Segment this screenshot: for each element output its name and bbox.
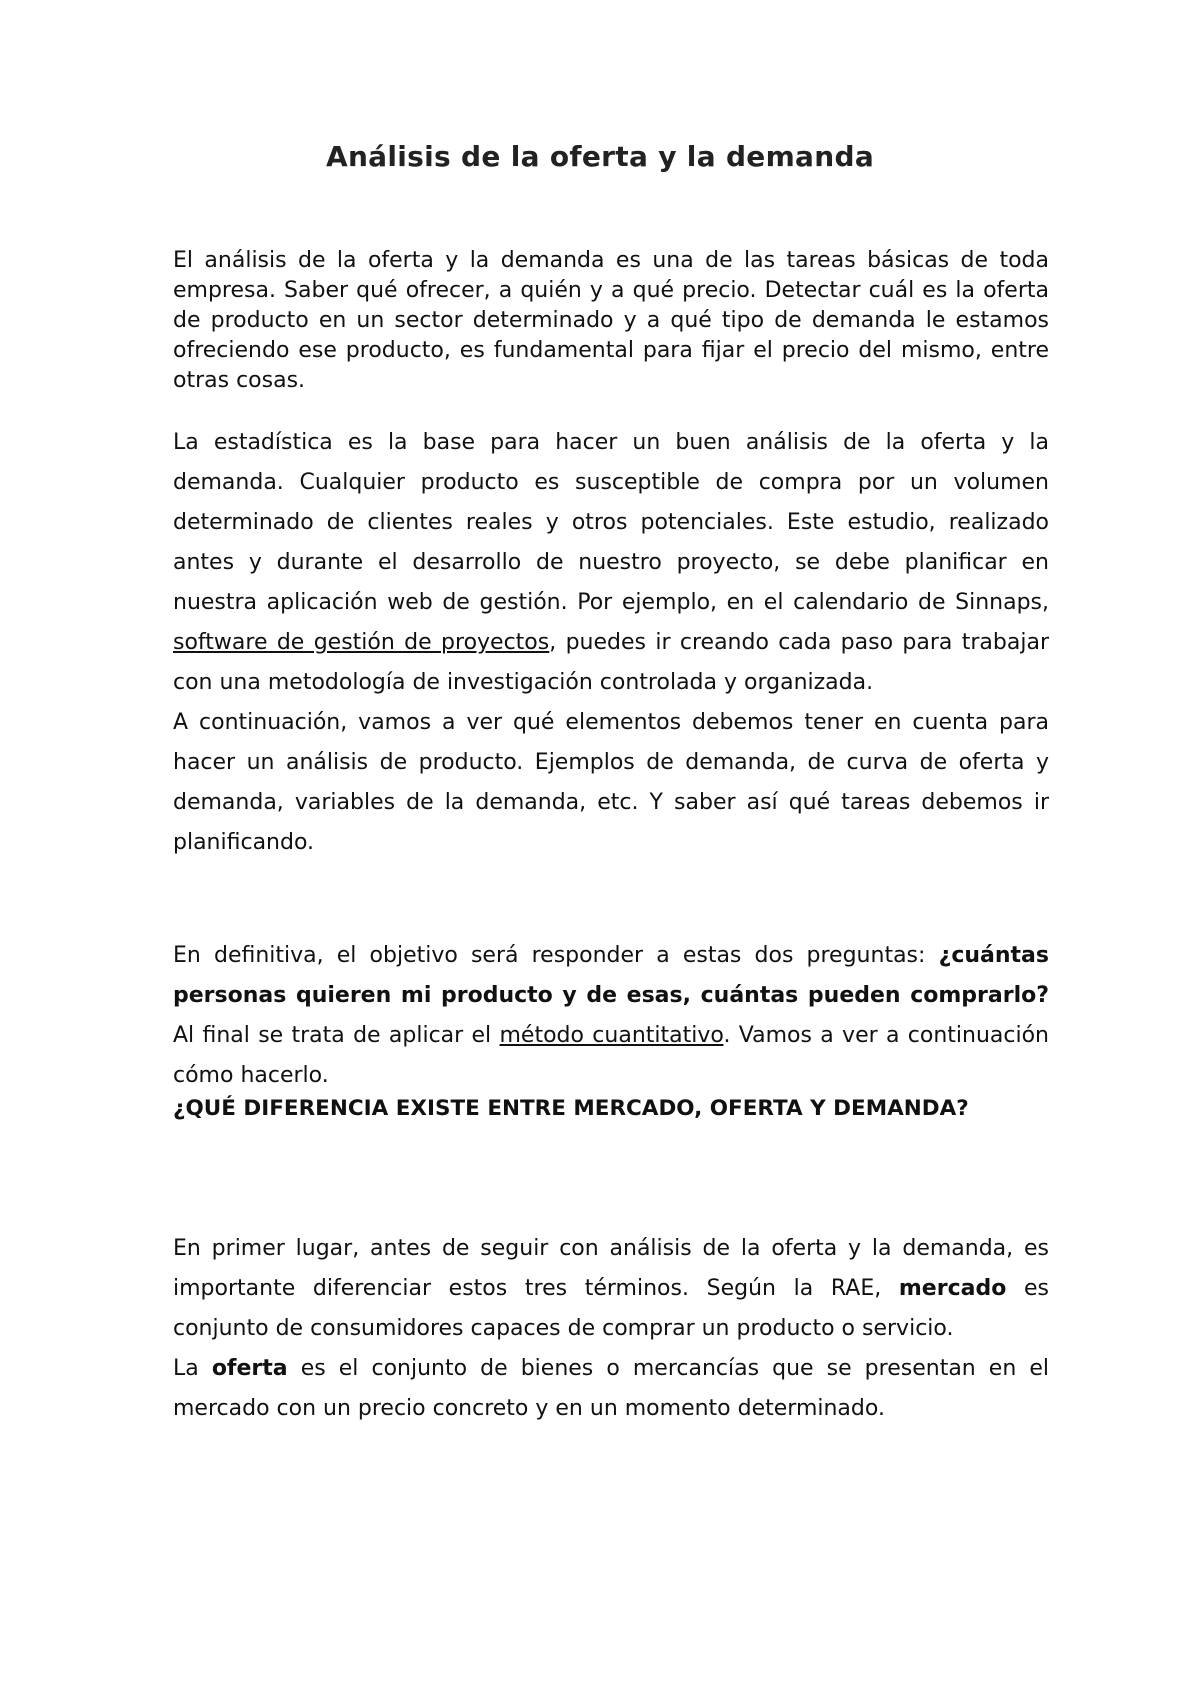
paragraph-statistics-text-end: , puedes ir creando cada paso para trabajar con una metodología de investigación controlada y organizada. bbox=[173, 630, 1049, 695]
paragraph-objective-text: En definitiva, el objetivo será responder a estas dos preguntas: bbox=[173, 943, 939, 968]
paragraph-block-statistics bbox=[173, 423, 1049, 863]
paragraph-statistics bbox=[173, 423, 1049, 703]
paragraph-objective-end: . Vamos a ver a continuación cómo hacerlo. bbox=[173, 1023, 1049, 1088]
term-market: mercado bbox=[898, 1276, 1007, 1301]
paragraph-statistics-text: La estadística es la base para hacer un buen análisis de la oferta y la demanda. Cualquier producto es susceptible de compra por un volumen determinado de clientes reales y otros potenciales. Este estudio, realizado antes y durante el desarrollo de nuestro proyecto, se debe planificar en nuestra aplicación web de gestión. Por ejemplo, en el calendario de Sinnaps, bbox=[173, 430, 1049, 615]
paragraph-intro bbox=[173, 246, 1049, 396]
section-heading: ¿QUÉ DIFERENCIA EXISTE ENTRE MERCADO, OFERTA Y DEMANDA? bbox=[173, 1096, 969, 1121]
paragraph-supply-definition bbox=[173, 1349, 1049, 1429]
paragraph-objective bbox=[173, 936, 1049, 1096]
paragraph-objective-middle: Al final se trata de aplicar el bbox=[173, 1023, 500, 1048]
paragraph-market-text: En primer lugar, antes de seguir con análisis de la oferta y la demanda, es importante diferenciar estos tres términos. Según la RAE, bbox=[173, 1236, 1049, 1301]
term-supply: oferta bbox=[211, 1356, 288, 1381]
paragraph-market-text-end: es conjunto de consumidores capaces de comprar un producto o servicio. bbox=[173, 1276, 1049, 1341]
paragraph-intro-text: El análisis de la oferta y la demanda es una de las tareas básicas de toda empresa. Saber qué ofrecer, a quién y a qué precio. Detectar cuál es la oferta de producto en un sector determinado y a qué tipo de demanda le estamos ofreciendo ese producto, es fundamental para fijar el precio del mismo, entre otras cosas. bbox=[173, 248, 1049, 393]
paragraph-supply-text: La bbox=[173, 1356, 212, 1381]
project-management-software-link[interactable]: software de gestión de proyectos bbox=[173, 630, 550, 655]
objective-questions: ¿cuántas personas quieren mi producto y de esas, cuántas pueden comprarlo? bbox=[173, 943, 1049, 1008]
quantitative-method-link[interactable]: método cuantitativo bbox=[499, 1023, 724, 1048]
paragraph-market-definition bbox=[173, 1229, 1049, 1349]
document-title: Análisis de la oferta y la demanda bbox=[325, 140, 875, 173]
paragraph-block-definitions bbox=[173, 1229, 1049, 1429]
paragraph-block-objective bbox=[173, 936, 1049, 1096]
paragraph-supply-text-end: es el conjunto de bienes o mercancías que se presentan en el mercado con un precio concreto y en un momento determinado. bbox=[173, 1356, 1049, 1421]
paragraph-elements: A continuación, vamos a ver qué elementos debemos tener en cuenta para hacer un análisis de producto. Ejemplos de demanda, de curva de oferta y demanda, variables de la demanda, etc. Y saber así qué tareas debemos ir planificando. bbox=[173, 710, 1049, 855]
